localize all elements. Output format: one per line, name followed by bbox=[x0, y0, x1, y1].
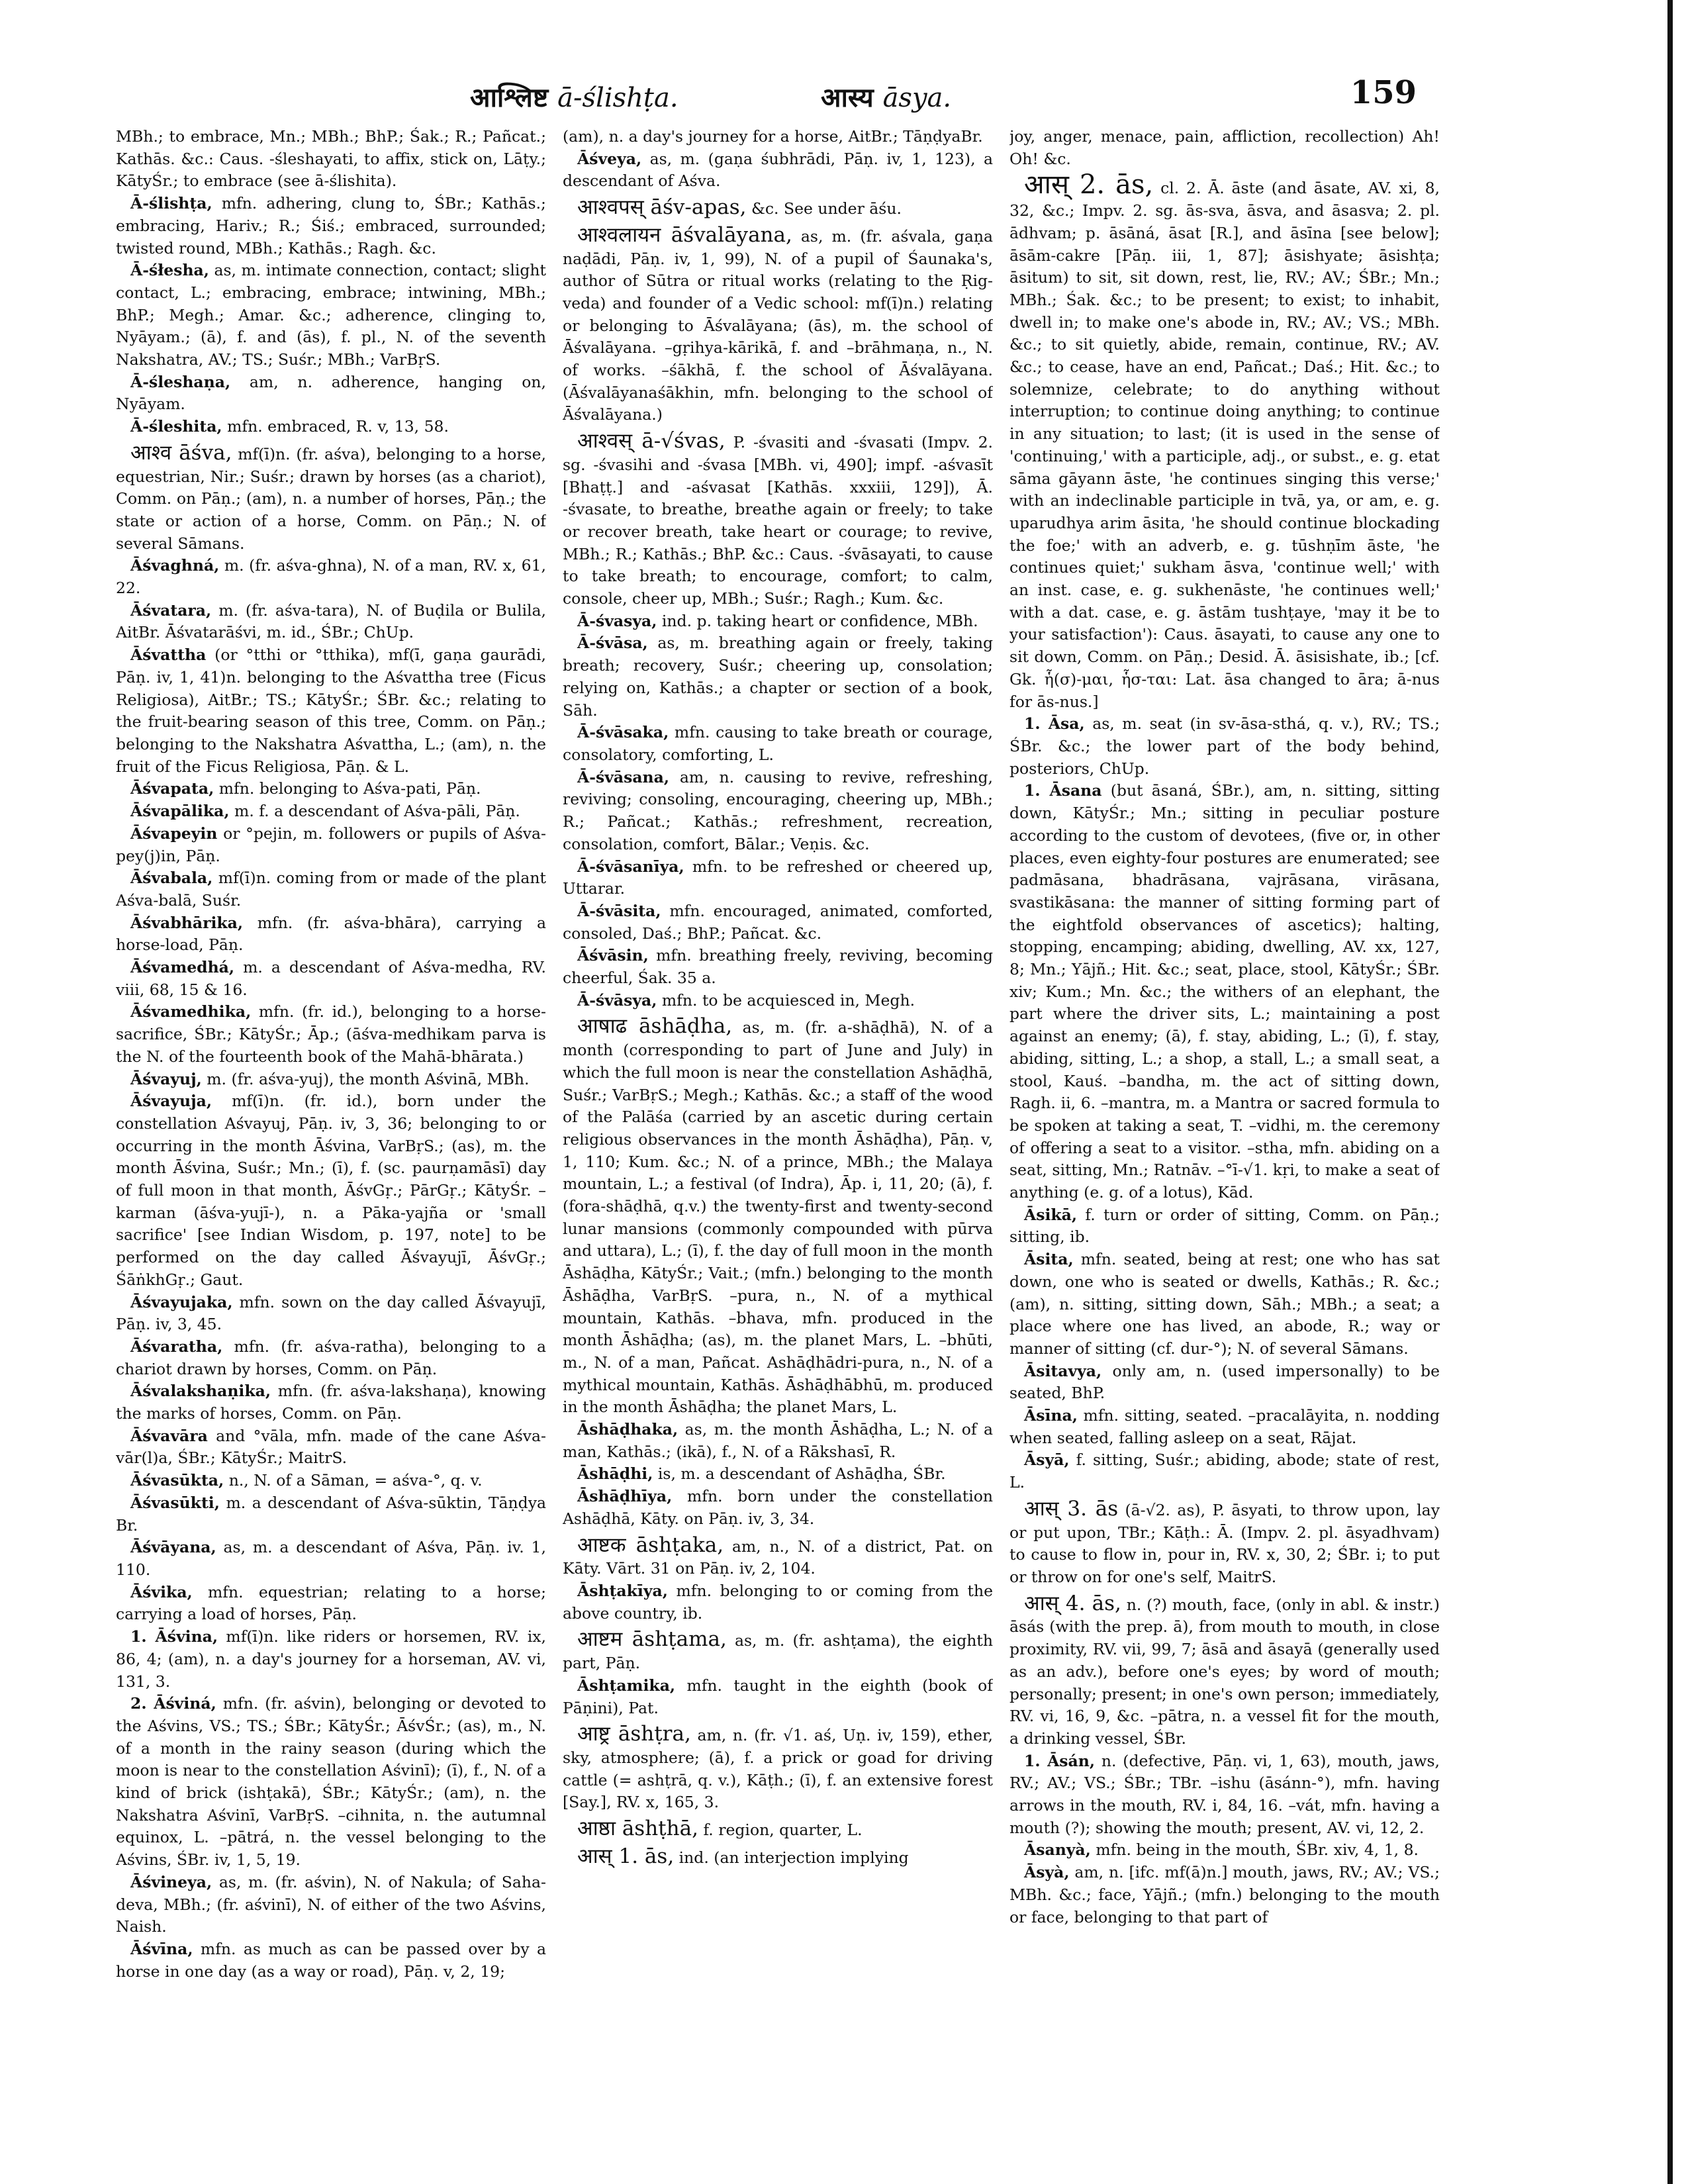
dictionary-entry bbox=[1009, 1204, 1440, 1249]
entry-definition: m. a descendant of Aśva-medha, RV. viii, 68, 15 & 16. bbox=[116, 958, 546, 999]
entry-headword: Āsikā, bbox=[1024, 1205, 1078, 1224]
entry-definition: (am), n. a day's journey for a horse, AitBr.; TāṇḍyaBr. bbox=[563, 127, 983, 146]
entry-definition: mfn. as much as can be passed over by a horse in one day (as a way or road), Pāṇ. v, 2, 19; bbox=[116, 1939, 546, 1981]
entry-headword: Āsita, bbox=[1024, 1250, 1074, 1269]
dictionary-entry bbox=[563, 126, 993, 148]
entry-definition: mf(ī)n. like riders or horsemen, RV. ix, 86, 4; (am), n. a day's journey for a horseman, AV. vi, 131, 3. bbox=[116, 1627, 546, 1691]
dictionary-entry bbox=[563, 1016, 993, 1419]
dictionary-entry bbox=[563, 632, 993, 722]
entry-definition: (but āsaná, ŚBr.), am, n. sitting, sitting down, KātyŚr.; Mn.; sitting in peculiar posture according to the custom of devotees, (five or, in other places, even eighty-four postures are enumerated; see padmāsana, bhadrāsana, vajrāsana, virāsana, svastikāsana: the manner of sitting forming part of the eightfold observances of ascetics); halting, stopping, encamping; abiding, dwelling, AV. xx, 127, 8; Mn.; Yājñ.; Hit. &c.; seat, place, stool, KātyŚr.; ŚBr. xiv; Kum.; Mn. &c.; the withers of an elephant, the part where the driver sits, L.; maintaining a post against an enemy; (ā), f. stay, abiding, L.; (ī), f. stay, abiding, sitting, L.; a shop, a stall, L.; a small seat, a stool, Kauś. –bandha, m. the act of sitting down, Ragh. ii, 6. –mantra, m. a Mantra or sacred formula to be spoken at taking a seat, T. –vidhi, m. the ceremony of offering a seat to a visitor. –stha, mfn. abiding on a seat, sitting, Mn.; Ratnāv. –°ī-√1. kṛi, to make a seat of anything (e. g. of a lotus), Kād. bbox=[1009, 781, 1440, 1202]
entry-headword: 1. Āsa, bbox=[1024, 714, 1085, 734]
entry-headword: Āsyà, bbox=[1024, 1863, 1070, 1882]
dictionary-entry bbox=[563, 1818, 993, 1842]
entry-headword: आस् 4. ās, bbox=[1024, 1591, 1121, 1615]
entry-definition: f. turn or order of sitting, Comm. on Pāṇ.; sitting, ib. bbox=[1009, 1205, 1440, 1247]
dictionary-entry bbox=[563, 1463, 993, 1486]
dictionary-entry bbox=[1009, 1405, 1440, 1449]
entry-headword: Āśvavāra bbox=[130, 1426, 208, 1445]
entry-definition: mfn. to be acquiesced in, Megh. bbox=[661, 990, 915, 1010]
dictionary-entry bbox=[563, 990, 993, 1012]
dictionary-entry bbox=[1009, 169, 1440, 713]
dictionary-entry bbox=[563, 1419, 993, 1463]
entry-headword: Āśvamedhá, bbox=[130, 958, 235, 977]
entry-headword: 1. Āsán, bbox=[1024, 1751, 1096, 1770]
entry-definition: mf(ī)n. (fr. aśva), belonging to a horse, equestrian, Nir.; Suśr.; drawn by horses (as a chariot), Comm. on Pāṇ.; (am), n. a number of horses, Pāṇ.; the state or action of a horse, Comm. on Pāṇ.; N. of several Sāmans. bbox=[116, 444, 546, 553]
entry-definition: mfn. sitting, seated. –pracalāyita, n. nodding when seated, falling asleep on a seat, Rājat. bbox=[1009, 1406, 1440, 1447]
entry-definition: am, n., N. of a district, Pat. on Kāty. Vārt. 31 on Pāṇ. iv, 2, 104. bbox=[563, 1537, 993, 1578]
entry-definition: mfn. (fr. aśva-ratha), belonging to a chariot drawn by horses, Comm. on Pāṇ. bbox=[116, 1337, 546, 1378]
entry-headword: Āśvīna, bbox=[130, 1939, 193, 1958]
entry-headword: Āsanyà, bbox=[1024, 1840, 1091, 1860]
entry-headword: Ā-śleshita, bbox=[130, 417, 222, 436]
dictionary-entry bbox=[116, 1537, 546, 1581]
dictionary-entry bbox=[116, 778, 546, 800]
entry-headword: Āśvasūkta, bbox=[130, 1471, 224, 1490]
entry-headword: Ā-śvāsya, bbox=[577, 990, 657, 1010]
scan-edge-bar bbox=[1667, 0, 1673, 2184]
dictionary-entry bbox=[116, 442, 546, 555]
entry-definition: m. a descendant of Aśva-sūktin, Tāṇḍya Br. bbox=[116, 1493, 546, 1535]
entry-definition: as, m. (fr. aśvin), N. of Nakula; of Saha-deva, MBh.; (fr. aśvinī), N. of either of the two Aśvins, Naish. bbox=[116, 1872, 546, 1936]
entry-headword: Āśvabala, bbox=[130, 869, 213, 888]
entry-headword: Ā-śvāsita, bbox=[577, 901, 661, 920]
right-running-headword bbox=[821, 78, 951, 115]
entry-definition: am, n. adherence, hanging on, Nyāyam. bbox=[116, 372, 546, 414]
column-3 bbox=[1009, 126, 1440, 2152]
entry-headword: Āśveya, bbox=[577, 149, 642, 168]
dictionary-entry bbox=[563, 722, 993, 766]
entry-definition: n. (defective, Pāṇ. vi, 1, 63), mouth, jaws, RV.; AV.; VS.; ŚBr.; TBr. –ishu (āsánn-°), mfn. having arrows in the mouth, RV. i, 84, 16. –vát, mfn. having a mouth (?); showing the mouth; present, AV. vi, 12, 2. bbox=[1009, 1751, 1440, 1837]
entry-headword: Āshāḍhaka, bbox=[577, 1420, 679, 1439]
entry-headword: Ā-śvāsana, bbox=[577, 767, 670, 786]
dictionary-entry bbox=[563, 1486, 993, 1530]
column-2 bbox=[563, 126, 993, 2152]
entry-definition: as, m. (fr. ashṭama), the eighth part, Pāṇ. bbox=[563, 1631, 993, 1673]
entry-headword: आश्वपस् āśv-apas, bbox=[577, 195, 747, 220]
entry-definition: as, m. seat (in sv-āsa-sthá, q. v.), RV.; TS.; ŚBr. &c.; the lower part of the body behind, posteriors, ChUp. bbox=[1009, 714, 1440, 778]
dictionary-entry bbox=[563, 1629, 993, 1674]
entry-definition: mfn. (fr. aśva-bhāra), carrying a horse-load, Pāṇ. bbox=[116, 913, 546, 955]
running-header bbox=[93, 74, 1456, 118]
entry-definition: MBh.; to embrace, Mn.; MBh.; BhP.; Śak.; R.; Pañcat.; Kathās. &c.: Caus. -śleshayati, to affix, stick on, Lāṭy.; KātyŚr.; to embrace (see ā-ślishita). bbox=[116, 127, 546, 191]
dictionary-entry bbox=[116, 644, 546, 778]
entry-definition: mfn. breathing freely, reviving, becoming cheerful, Śak. 35 a. bbox=[563, 946, 993, 988]
dictionary-entry bbox=[1009, 1360, 1440, 1405]
entry-headword: Ā-śvāsaka, bbox=[577, 723, 669, 742]
dictionary-entry bbox=[116, 555, 546, 599]
entry-headword: आस् 3. ās bbox=[1024, 1496, 1119, 1521]
entry-definition: cl. 2. Ā. āste (and āsate, AV. xi, 8, 32, &c.; Impv. 2. sg. ās-sva, āsva, and āsasva; 2. pl. ādhvam; p. āsāná, āsat [R.], and āsīna [see below]; āsām-cakre [Pāṇ. iii, 1, 87]; āsishyate; āsishṭa; āsitum) to sit, sit down, rest, lie, RV.; AV.; ŚBr.; Mn.; MBh.; Śak. &c.; to be present; to exist; to inhabit, dwell in; to make one's abode in, RV.; AV.; VS.; MBh. &c.; to sit quietly, abide, remain, continue, RV.; AV. &c.; to cease, have an end, Pañcat.; Daś.; Hit. &c.; to solemnize, celebrate; to do anything without interruption; to continue doing anything; to continue in any situation; to last; (it is used in the sense of 'continuing,' with a participle, adj., or subst., e. g. etat sāma gāyann āste, 'he continues singing this verse;' with an indeclinable participle in tvā, ya, or am, e. g. uparudhya arim āsita, 'he should continue blockading the foe;' with an adverb, e. g. tūshṇīm āste, 'he continues quiet;' sukham āsva, 'continue well;' with an inst. case, e. g. sukhenāste, 'he continues well;' with a dat. case, e. g. āstām tushṭaye, 'may it be to your satisfaction'): Caus. āsayati, to cause any one to sit down, Comm. on Pāṇ.; Desid. Ā. āsisishate, ib.; [cf. Gk. ἧ(σ)-μαι, ἧσ-ται: Lat. āsa changed to āra; ā-nus for ās-nus.] bbox=[1009, 179, 1440, 711]
entry-headword: आस् 1. ās, bbox=[577, 1844, 675, 1868]
entry-definition: f. sitting, Suśr.; abiding, abode; state of rest, L. bbox=[1009, 1450, 1440, 1492]
dictionary-entry bbox=[563, 430, 993, 610]
entry-definition: n. (?) mouth, face, (only in abl. & instr.) āsás (with the prep. ā), from mouth to mouth, in close proximity, RV. vii, 99, 7; āsā and āsayā (generally used as an adv.), before one's eyes; by word of mouth; personally; present; in one's own person; immediately, RV. vi, 16, 9, &c. –pātra, n. a vessel fit for the mouth, a drinking vessel, ŚBr. bbox=[1009, 1595, 1440, 1748]
entry-definition: as, m. (gaṇa śubhrādi, Pāṇ. iv, 1, 123), a descendant of Aśva. bbox=[563, 149, 993, 191]
entry-definition: (or °tthi or °tthika), mf(ī, gaṇa gaurādi, Pāṇ. iv, 1, 41)n. belonging to the Aśvattha tree (Ficus Religiosa), AitBr.; TS.; KātyŚr.; ŚBr. &c.; relating to the fruit-bearing season of this tree, Comm. on Pāṇ.; belonging to the Nakshatra Aśvattha, L.; (am), n. the fruit of the Ficus Religiosa, Pāṇ. & L. bbox=[116, 645, 546, 776]
entry-definition: m. (fr. aśva-yuj), the month Aśvinā, MBh. bbox=[207, 1069, 530, 1088]
dictionary-entry bbox=[563, 1535, 993, 1580]
dictionary-entry bbox=[116, 1068, 546, 1091]
entry-definition: only am, n. (used impersonally) to be seated, BhP. bbox=[1009, 1361, 1440, 1403]
dictionary-entry bbox=[116, 1336, 546, 1380]
dictionary-entry bbox=[563, 856, 993, 900]
entry-headword: Ā-śvasya, bbox=[577, 611, 657, 630]
entry-definition: m. f. a descendant of Aśva-pāli, Pāṇ. bbox=[234, 802, 520, 821]
entry-definition: as, m. (fr. a-shāḍhā), N. of a month (corresponding to part of June and July) in which the full moon is near the constellation Ashāḍhā, Suśr.; VarBṛS.; Megh.; Kathās. &c.; a staff of the wood of the Palāśa (carried by an ascetic during certain religious observances in the month Āshāḍha), Pāṇ. v, 1, 110; Kum. &c.; N. of a prince, MBh.; the Malaya mountain, L.; a festival (of Indra), Āp. i, 11, 20; (ā), f. (fora-shāḍhā, q.v.) the twenty-first and twenty-second lunar mansions (commonly compounded with pūrva and uttara), L.; (ī), f. the day of full moon in the month Āshāḍha, KātyŚr.; Vait.; (mfn.) belonging to the month Āshāḍha, VarBṛS. –pura, n., N. of a mythical mountain, Kathās. –bhava, mfn. produced in the month Āshāḍha; (as), m. the planet Mars, L. –bhūti, m., N. of a man, Pañcat. Ashāḍhādri-pura, n., N. of a mythical mountain, Kathās. Āshāḍhābhū, m. produced in the month Āshāḍha; the planet Mars, L. bbox=[563, 1018, 993, 1417]
entry-headword: आश्वस् ā-√śvas, bbox=[577, 429, 726, 453]
dictionary-entry bbox=[563, 1580, 993, 1625]
entry-definition: mfn. adhering, clung to, ŚBr.; Kathās.; embracing, Hariv.; R.; Śiś.; embraced, surrounded; twisted round, MBh.; Kathās.; Ragh. &c. bbox=[116, 194, 546, 258]
entry-headword: 1. Āsana bbox=[1024, 781, 1102, 800]
entry-headword: Āshṭakīya, bbox=[577, 1582, 668, 1600]
entry-definition: am, n. [ifc. mf(ā)n.] mouth, jaws, RV.; AV.; VS.; MBh. &c.; face, Yājñ.; (mfn.) belonging to the mouth or face, belonging to that part of bbox=[1009, 1863, 1440, 1926]
entry-definition: mfn. embraced, R. v, 13, 58. bbox=[227, 417, 449, 436]
entry-definition: and °vāla, mfn. made of the cane Aśva-vār(l)a, ŚBr.; KātyŚr.; MaitrS. bbox=[116, 1426, 546, 1468]
dictionary-entry bbox=[1009, 1449, 1440, 1494]
left-running-headword bbox=[470, 78, 679, 115]
entry-definition: ind. (an interjection implying bbox=[679, 1848, 909, 1867]
dictionary-entry bbox=[1009, 126, 1440, 170]
entry-definition: mfn. encouraged, animated, comforted, consoled, Daś.; BhP.; Pañcat. &c. bbox=[563, 901, 993, 943]
dictionary-entry bbox=[1009, 713, 1440, 780]
entry-definition: mfn. (fr. aśvin), belonging or devoted to the Aśvins, VS.; TS.; ŚBr.; KātyŚr.; ĀśvŚr.; (as), m., N. of a month in the rainy season (during which the moon is near to the constellation Aśvinī); (ī), f., N. of a kind of brick (ishṭakā), ŚBr.; KātyŚr.; (am), n. the Nakshatra Aśvinī, VarBṛS. –cihnita, n. the autumnal equinox, L. –pātrá, n. the vessel belonging to the Aśvins, ŚBr. iv, 1, 5, 19. bbox=[116, 1694, 546, 1870]
dictionary-entry bbox=[116, 1938, 546, 1983]
dictionary-entry bbox=[116, 371, 546, 416]
left-headword-translit: ā-ślishṭa. bbox=[557, 83, 679, 113]
entry-headword: Āśvatara, bbox=[130, 600, 212, 620]
dictionary-entry bbox=[563, 197, 993, 220]
entry-headword: Āśvapata, bbox=[130, 779, 214, 798]
entry-headword: Āśvaratha, bbox=[130, 1337, 223, 1356]
page-number: 159 bbox=[1350, 74, 1417, 111]
entry-definition: mfn. causing to take breath or courage, consolatory, comforting, L. bbox=[563, 723, 993, 764]
dictionary-entry bbox=[1009, 1862, 1440, 1928]
dictionary-entry bbox=[563, 900, 993, 945]
dictionary-entry bbox=[116, 260, 546, 371]
entry-headword: 2. Āśviná, bbox=[130, 1694, 216, 1713]
entry-definition: mfn. equestrian; relating to a horse; carrying a load of horses, Pāṇ. bbox=[116, 1582, 546, 1624]
entry-headword: Ā-ślishṭa, bbox=[130, 194, 212, 213]
dictionary-entry bbox=[116, 957, 546, 1001]
dictionary-entry bbox=[116, 600, 546, 644]
entry-definition: as, m. intimate connection, contact; slight contact, L.; embracing, embrace; intwining, MBh.; BhP.; Megh.; Amar. &c.; adherence, clinging to, Nyāyam.; (ā), f. and (ās), f. pl., N. of the seventh Nakshatra, AV.; TS.; Suśr.; MBh.; VarBṛS. bbox=[116, 261, 546, 369]
dictionary-entry bbox=[1009, 1498, 1440, 1589]
right-headword-devanagari: आस्य bbox=[821, 82, 874, 113]
dictionary-entry bbox=[116, 823, 546, 867]
entry-definition: n., N. of a Sāman, = aśva-°, q. v. bbox=[228, 1471, 483, 1490]
entry-headword: Āśvasūkti, bbox=[130, 1493, 220, 1512]
dictionary-entry bbox=[563, 224, 993, 426]
entry-definition: as, m. a descendant of Aśva, Pāṇ. iv. 1, 110. bbox=[116, 1538, 546, 1579]
entry-headword: Āśvāyana, bbox=[130, 1538, 216, 1557]
dictionary-entry bbox=[563, 148, 993, 193]
entry-headword: Āśvattha bbox=[130, 645, 207, 665]
dictionary-entry bbox=[116, 1582, 546, 1626]
entry-definition: mfn. being in the mouth, ŚBr. xiv, 4, 1, 8. bbox=[1096, 1840, 1419, 1860]
entry-definition: P. -śvasiti and -śvasati (Impv. 2. sg. -śvasihi and -śvasa [MBh. vi, 490]; impf. -aśvasīt [Bhaṭṭ.] and -aśvasat [Kathās. xxxiii, 129]), Ā. -śvasate, to breathe, breathe again or freely; to take or recover breath, take heart or courage; to revive, MBh.; R.; Kathās.; BhP. &c.: Caus. -śvāsayati, to cause to take breath; to encourage, comfort; to calm, console, cheer up, MBh.; Suśr.; Ragh.; Kum. &c. bbox=[563, 433, 993, 608]
entry-definition: mf(ī)n. coming from or made of the plant Aśva-balā, Suśr. bbox=[116, 869, 546, 910]
dictionary-entry bbox=[116, 416, 546, 438]
entry-headword: Āśvineya, bbox=[130, 1872, 212, 1891]
dictionary-entry bbox=[563, 1846, 993, 1870]
entry-definition: as, m. breathing again or freely, taking breath; recovery, Suśr.; cheering up, consolation; relying on, Kathās.; a chapter or section of a book, Sāh. bbox=[563, 634, 993, 720]
entry-definition: f. region, quarter, L. bbox=[703, 1821, 863, 1840]
entry-definition: or °pejin, m. followers or pupils of Aśva-pey(j)in, Pāṇ. bbox=[116, 824, 546, 865]
entry-definition: &c. See under āśu. bbox=[751, 199, 902, 218]
entry-headword: आश्वलायन āśvalāyana, bbox=[577, 222, 792, 247]
entry-definition: m. (fr. aśva-ghna), N. of a man, RV. x, 61, 22. bbox=[116, 556, 546, 598]
column-1 bbox=[116, 126, 546, 2152]
entry-definition: mfn. sown on the day called Āśvayujī, Pāṇ. iv, 3, 45. bbox=[116, 1292, 546, 1334]
dictionary-entry bbox=[116, 1470, 546, 1492]
dictionary-entry bbox=[116, 912, 546, 957]
dictionary-entry bbox=[116, 1001, 546, 1068]
entry-headword: Āshāḍhīya, bbox=[577, 1487, 673, 1506]
dictionary-entry bbox=[1009, 1750, 1440, 1840]
entry-headword: आष्टक āshṭaka, bbox=[577, 1533, 724, 1557]
entry-headword: आषाढ āshāḍha, bbox=[577, 1014, 733, 1039]
entry-headword: 1. Āśvina, bbox=[130, 1627, 218, 1646]
entry-headword: Āsīna, bbox=[1024, 1406, 1078, 1425]
dictionary-entry bbox=[116, 1492, 546, 1537]
entry-headword: आष्टम āshṭama, bbox=[577, 1627, 727, 1652]
entry-headword: Āśvayuja, bbox=[130, 1092, 212, 1111]
dictionary-entry bbox=[1009, 1249, 1440, 1360]
dictionary-entry bbox=[116, 1693, 546, 1872]
entry-headword: Ā-śvāsa, bbox=[577, 634, 648, 653]
dictionary-entry bbox=[1009, 1839, 1440, 1862]
entry-definition: is, m. a descendant of Ashāḍha, ŚBr. bbox=[657, 1464, 946, 1484]
entry-headword: Ā-śleshaṇa, bbox=[130, 372, 231, 391]
entry-definition: mfn. seated, being at rest; one who has sat down, one who is seated or dwells, Kathās.; R. &c.; (am), n. sitting, sitting down, Sāh.; MBh.; a seat; a place where one has lived, an abode, R.; way or manner of sitting (cf. dur-°); N. of several Sāmans. bbox=[1009, 1250, 1440, 1358]
entry-headword: आस् 2. ās, bbox=[1024, 169, 1154, 201]
entry-definition: mfn. born under the constellation Ashāḍhā, Kāty. on Pāṇ. iv, 3, 34. bbox=[563, 1487, 993, 1528]
entry-definition: mfn. belonging to or coming from the above country, ib. bbox=[563, 1582, 993, 1623]
entry-definition: mfn. belonging to Aśva-pati, Pāṇ. bbox=[218, 779, 481, 798]
dictionary-entry bbox=[116, 193, 546, 260]
dictionary-entry bbox=[116, 1292, 546, 1336]
entry-headword: Āshāḍhi, bbox=[577, 1464, 653, 1484]
entry-definition: as, m. (fr. aśvala, gaṇa naḍādi, Pāṇ. iv, 1, 99), N. of a pupil of Śaunaka's, author of Sūtra or ritual works (relating to the Ṛig-veda) and founder of a Vedic school: mf(ī)n.) relating or belonging to Āśvalāyana; (ās), m. the school of Āśvalāyana. –gṛihya-kārikā, f. and –brāhmaṇa, n., N. of works. –śākhā, f. the school of Āśvalāyana. (Āśvalāyanaśākhin, mfn. belonging to the school of Āśvalāyana.) bbox=[563, 226, 993, 424]
entry-headword: आश्व āśva, bbox=[130, 440, 232, 465]
dictionary-entry bbox=[563, 610, 993, 633]
entry-headword: आष्ठा āshṭhā, bbox=[577, 1817, 698, 1841]
dictionary-entry bbox=[116, 1626, 546, 1693]
entry-definition: mf(ī)n. (fr. id.), born under the constellation Aśvayuj, Pāṇ. iv, 3, 36; belonging to or occurring in the month Āśvina, VarBṛS.; (as), m. the month Āśvina, Suśr.; Mn.; (ī), f. (sc. paurṇamāsī) day of full moon in that month, ĀśvGṛ.; PārGṛ.; KātyŚr. –karman (āśva-yujī-), n. a Pāka-yajña or 'small sacrifice' [see Indian Wisdom, p. 197, note] to be performed on the day called Āśvayujī, ĀśvGṛ.; ŚāṅkhGṛ.; Gaut. bbox=[116, 1092, 546, 1289]
entry-headword: Āsyā, bbox=[1024, 1450, 1070, 1470]
dictionary-entry bbox=[116, 126, 546, 193]
dictionary-entry bbox=[116, 800, 546, 823]
entry-definition: as, m. the month Āshāḍha, L.; N. of a man, Kathās.; (ikā), f., N. of a Rākshasī, R. bbox=[563, 1420, 993, 1461]
entry-definition: mfn. taught in the eighth (book of Pāṇini), Pat. bbox=[563, 1676, 993, 1717]
entry-definition: m. (fr. aśva-tara), N. of Buḍila or Bulila, AitBr. Āśvatarāśvi, m. id., ŚBr.; ChUp. bbox=[116, 600, 546, 642]
entry-headword: Āśvapeyin bbox=[130, 824, 218, 843]
entry-definition: am, n. causing to revive, refreshing, reviving; consoling, encouraging, cheering up, MBh.; R.; Pañcat.; Kathās.; refreshment, recreation, consolation, comfort, Bālar.; Veṇis. &c. bbox=[563, 767, 993, 853]
entry-definition: mfn. (fr. aśva-lakshaṇa), knowing the marks of horses, Comm. on Pāṇ. bbox=[116, 1382, 546, 1423]
entry-headword: Āśvika, bbox=[130, 1582, 193, 1601]
dictionary-entry bbox=[116, 1872, 546, 1938]
dictionary-entry bbox=[1009, 780, 1440, 1204]
entry-headword: आष्ट्र āshṭra, bbox=[577, 1722, 691, 1746]
dictionary-entry bbox=[116, 1090, 546, 1291]
entry-headword: Āśvamedhika, bbox=[130, 1002, 252, 1021]
dictionary-entry bbox=[563, 945, 993, 989]
entry-definition: (ā-√2. as), P. āsyati, to throw upon, lay or put upon, TBr.; Kāṭh.: Ā. (Impv. 2. pl. āsyadhvam) to cause to flow in, pour in, RV. x, 30, 2; ŚBr. i; to put or throw on for one's self, MaitrS. bbox=[1009, 1500, 1440, 1586]
left-headword-devanagari: आश्लिष्ट bbox=[470, 82, 549, 113]
entry-definition: ind. p. taking heart or confidence, MBh. bbox=[661, 611, 978, 630]
dictionary-entry bbox=[116, 1425, 546, 1470]
entry-headword: Ā-śvāsanīya, bbox=[577, 857, 684, 876]
entry-headword: Āsitavya, bbox=[1024, 1361, 1102, 1380]
dictionary-entry bbox=[563, 767, 993, 856]
entry-headword: Āśvabhārika, bbox=[130, 913, 244, 932]
entry-headword: Ā-śłesha, bbox=[130, 261, 209, 280]
dictionary-entry bbox=[1009, 1593, 1440, 1750]
entry-headword: Āśvayujaka, bbox=[130, 1292, 233, 1311]
entry-definition: mfn. (fr. id.), belonging to a horse-sacrifice, ŚBr.; KātyŚr.; Āp.; (āśva-medhikam parva is the N. of the fourteenth book of the Mahā-bhārata.) bbox=[116, 1002, 546, 1066]
dictionary-entry bbox=[563, 1723, 993, 1814]
dictionary-entry bbox=[116, 1380, 546, 1425]
entry-headword: Āśvapālika, bbox=[130, 802, 230, 821]
entry-headword: Āśvalakshaṇika, bbox=[130, 1382, 271, 1401]
entry-headword: Āshṭamika, bbox=[577, 1676, 676, 1695]
entry-headword: Āśvaghná, bbox=[130, 556, 220, 575]
dictionary-entry bbox=[116, 867, 546, 912]
entry-definition: mfn. to be refreshed or cheered up, Uttarar. bbox=[563, 857, 993, 898]
dictionary-entry bbox=[563, 1675, 993, 1719]
entry-definition: am, n. (fr. √1. aś, Uṇ. iv, 159), ether, sky, atmosphere; (ā), f. a prick or goad for driving cattle (= ashṭrā, q. v.), Kāṭh.; (ī), f. an extensive forest [Say.], RV. x, 165, 3. bbox=[563, 1726, 993, 1812]
entry-definition: joy, anger, menace, pain, affliction, recollection) Ah! Oh! &c. bbox=[1009, 127, 1440, 168]
entry-headword: Āśvayuj, bbox=[130, 1069, 202, 1088]
right-headword-translit: āsya. bbox=[882, 83, 952, 113]
entry-headword: Āśvāsin, bbox=[577, 946, 649, 965]
